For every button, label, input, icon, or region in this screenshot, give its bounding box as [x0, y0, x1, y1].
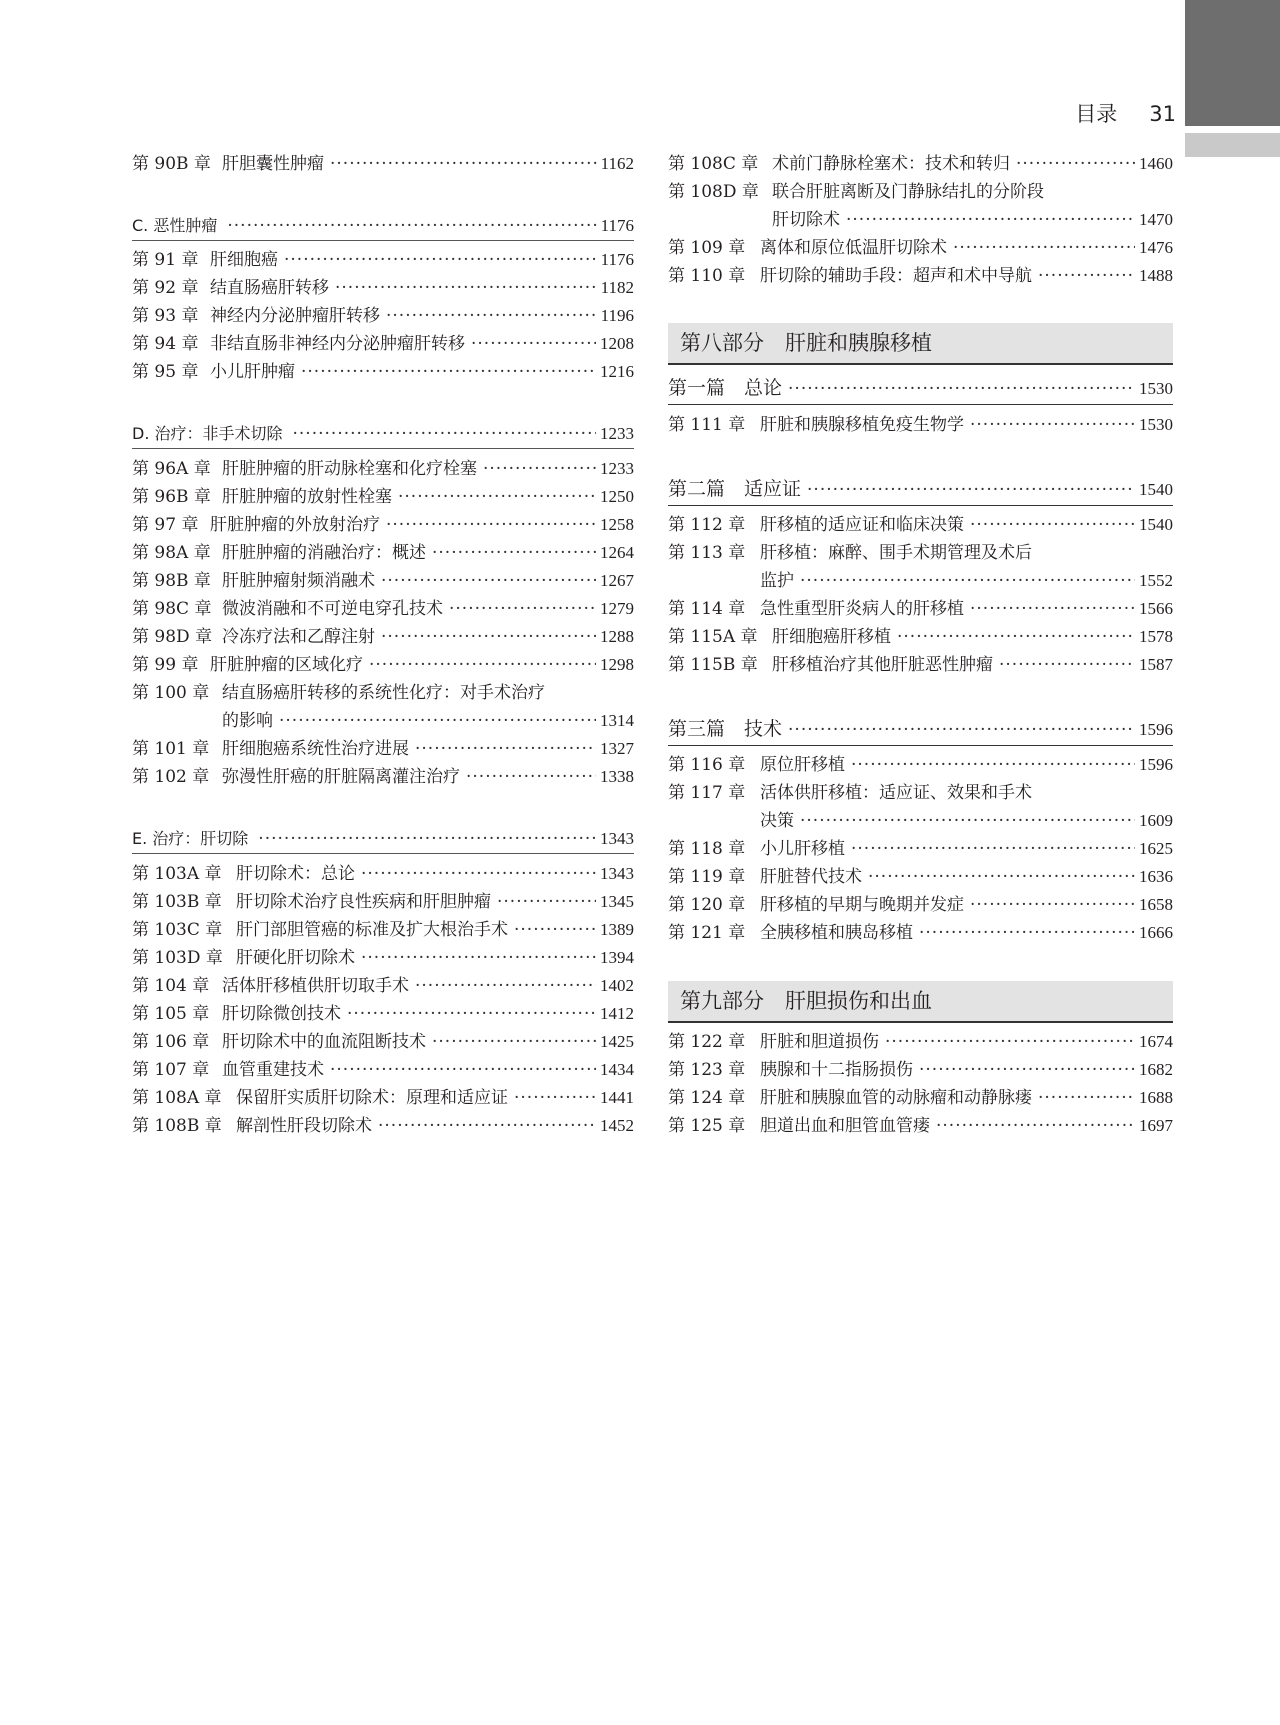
toc-entry[interactable]	[132, 763, 634, 791]
leader-dots	[398, 483, 596, 511]
toc-entry[interactable]	[132, 860, 634, 888]
section-heading-c[interactable]	[132, 212, 634, 241]
toc-entry[interactable]	[132, 246, 634, 274]
toc-entry[interactable]	[132, 679, 634, 735]
chapter-title: 肝门部胆管癌的标准及扩大根治手术	[236, 920, 508, 940]
chapter-title: 神经内分泌肿瘤肝转移	[210, 306, 380, 326]
leader-dots	[897, 623, 1135, 651]
toc-entry[interactable]	[132, 150, 634, 178]
chapter-title: 弥漫性肝癌的肝脏隔离灌注治疗	[222, 767, 460, 787]
leader-dots	[449, 595, 596, 623]
chapter-number: 第 97 章	[132, 515, 199, 535]
toc-entry[interactable]	[132, 888, 634, 916]
page-ref: 1596	[1139, 755, 1173, 774]
chapter-number: 第 108A 章	[132, 1088, 222, 1108]
chapter-title: 胰腺和十二指肠损伤	[760, 1060, 913, 1080]
chapter-number: 第 103A 章	[132, 864, 222, 884]
page-ref: 1298	[600, 655, 634, 674]
volume-heading-3[interactable]	[668, 714, 1173, 746]
chapter-title: 肝脏肿瘤射频消融术	[222, 571, 375, 591]
section-label: E. 治疗：肝切除	[132, 829, 249, 848]
chapter-number: 第 113 章	[668, 543, 746, 563]
chapter-title: 离体和原位低温肝切除术	[760, 238, 947, 258]
header-title: 目录	[1075, 102, 1118, 126]
chapter-title: 肝移植治疗其他肝脏恶性肿瘤	[772, 655, 993, 675]
chapter-title: 术前门静脉栓塞术：技术和转归	[772, 154, 1010, 174]
chapter-number: 第 120 章	[668, 895, 746, 915]
chapter-number: 第 103C 章	[132, 920, 223, 940]
chapter-number: 第 103D 章	[132, 948, 223, 968]
leader-dots	[800, 807, 1135, 835]
leader-dots	[851, 835, 1135, 863]
page-ref: 1258	[600, 515, 634, 534]
chapter-number: 第 96B 章	[132, 487, 211, 507]
chapter-number: 第 121 章	[668, 923, 746, 943]
toc-entry[interactable]	[132, 623, 634, 651]
leader-dots	[788, 374, 1135, 404]
chapter-number: 第 108D 章	[668, 182, 759, 202]
leader-dots	[279, 707, 596, 735]
chapter-number: 第 108C 章	[668, 154, 759, 174]
page-ref: 1338	[600, 767, 634, 786]
page-ref: 1476	[1139, 238, 1173, 257]
page-ref: 1288	[600, 627, 634, 646]
page-ref: 1688	[1139, 1088, 1173, 1107]
toc-entry[interactable]	[132, 358, 634, 386]
chapter-number: 第 102 章	[132, 767, 210, 787]
chapter-title-continued: 的影响	[222, 711, 273, 731]
toc-entry[interactable]	[668, 262, 1173, 290]
part-heading-9[interactable]	[668, 981, 1173, 1023]
chapter-number: 第 123 章	[668, 1060, 746, 1080]
chapter-number: 第 108B 章	[132, 1116, 222, 1136]
page-ref: 1425	[600, 1032, 634, 1051]
chapter-number: 第 116 章	[668, 755, 746, 775]
leader-dots	[1038, 262, 1135, 290]
volume-label: 第三篇 技术	[668, 718, 783, 740]
page-ref: 1470	[1139, 210, 1173, 229]
toc-entry[interactable]	[668, 411, 1173, 439]
leader-dots	[330, 150, 597, 178]
section-label: D. 治疗：非手术切除	[132, 424, 283, 443]
volume-heading-2[interactable]	[668, 474, 1173, 506]
chapter-title: 解剖性肝段切除术	[236, 1116, 372, 1136]
corner-tab-dark	[1185, 0, 1280, 126]
chapter-title: 肝脏和胰腺血管的动脉瘤和动静脉瘘	[760, 1088, 1032, 1108]
toc-entry[interactable]	[668, 234, 1173, 262]
page-ref: 1460	[1139, 154, 1173, 173]
chapter-title: 肝脏和胆道损伤	[760, 1032, 879, 1052]
page-ref: 1327	[600, 739, 634, 758]
toc-entry[interactable]	[132, 455, 634, 483]
toc-entry[interactable]	[132, 1028, 634, 1056]
leader-dots	[868, 863, 1135, 891]
toc-entry[interactable]	[668, 651, 1173, 679]
leader-dots	[381, 623, 596, 651]
toc-entry[interactable]	[132, 944, 634, 972]
leader-dots	[483, 455, 596, 483]
page-ref: 1609	[1139, 811, 1173, 830]
page-ref: 1552	[1139, 571, 1173, 590]
toc-entry[interactable]	[132, 567, 634, 595]
page-ref: 1394	[600, 948, 634, 967]
page-ref: 1636	[1139, 867, 1173, 886]
chapter-number: 第 99 章	[132, 655, 199, 675]
page-ref: 1625	[1139, 839, 1173, 858]
leader-dots	[330, 1056, 596, 1084]
toc-entry[interactable]	[668, 751, 1173, 779]
chapter-number: 第 114 章	[668, 599, 746, 619]
leader-dots	[432, 1028, 596, 1056]
toc-entry[interactable]	[668, 1112, 1173, 1140]
leader-dots	[361, 860, 596, 888]
page-ref: 1587	[1139, 655, 1173, 674]
chapter-title: 肝脏替代技术	[760, 867, 862, 887]
leader-dots	[301, 358, 596, 386]
chapter-number: 第 119 章	[668, 867, 746, 887]
page-ref: 1162	[600, 154, 634, 173]
leader-dots	[258, 825, 596, 853]
toc-entry[interactable]	[132, 483, 634, 511]
chapter-title: 小儿肝肿瘤	[210, 362, 295, 382]
page-ref: 1697	[1139, 1116, 1173, 1135]
corner-tab-light	[1185, 133, 1280, 157]
page-ref: 1216	[600, 362, 634, 381]
page-ref: 1540	[1139, 480, 1173, 499]
chapter-number: 第 90B 章	[132, 154, 211, 174]
leader-dots	[1038, 1084, 1135, 1112]
chapter-title: 肝切除术：总论	[236, 864, 355, 884]
chapter-title: 冷冻疗法和乙醇注射	[222, 627, 375, 647]
chapter-title-continued: 决策	[760, 811, 794, 831]
chapter-title: 微波消融和不可逆电穿孔技术	[222, 599, 443, 619]
leader-dots	[471, 330, 596, 358]
chapter-number: 第 104 章	[132, 976, 210, 996]
chapter-title: 肝硬化肝切除术	[236, 948, 355, 968]
toc-entry[interactable]	[668, 623, 1173, 651]
page-ref: 1345	[600, 892, 634, 911]
page-number: 31	[1149, 102, 1176, 126]
toc-entry[interactable]	[132, 916, 634, 944]
chapter-number: 第 105 章	[132, 1004, 210, 1024]
toc-entry[interactable]	[668, 1084, 1173, 1112]
page-ref: 1264	[600, 543, 634, 562]
leader-dots	[378, 1112, 596, 1140]
toc-entry[interactable]	[132, 1084, 634, 1112]
leader-dots	[999, 651, 1135, 679]
chapter-title: 肝移植：麻醉、围手术期管理及术后	[760, 543, 1032, 563]
chapter-title: 肝脏肿瘤的肝动脉栓塞和化疗栓塞	[222, 459, 477, 479]
chapter-title: 肝脏肿瘤的放射性栓塞	[222, 487, 392, 507]
leader-dots	[936, 1112, 1135, 1140]
chapter-number: 第 117 章	[668, 783, 746, 803]
toc-entry[interactable]	[668, 919, 1173, 947]
page-ref: 1176	[600, 250, 634, 269]
page-ref: 1658	[1139, 895, 1173, 914]
leader-dots	[293, 420, 597, 448]
chapter-title: 肝切除的辅助手段：超声和术中导航	[760, 266, 1032, 286]
chapter-title: 全胰移植和胰岛移植	[760, 923, 913, 943]
page-ref: 1233	[600, 459, 634, 478]
leader-dots	[851, 751, 1135, 779]
toc-entry[interactable]	[668, 511, 1173, 539]
chapter-title: 肝脏和胰腺移植免疫生物学	[760, 415, 964, 435]
chapter-title: 活体供肝移植：适应证、效果和手术	[760, 783, 1032, 803]
chapter-title: 肝切除术中的血流阻断技术	[222, 1032, 426, 1052]
chapter-number: 第 100 章	[132, 683, 210, 703]
page-ref: 1441	[600, 1088, 634, 1107]
chapter-number: 第 98A 章	[132, 543, 211, 563]
page-ref: 1666	[1139, 923, 1173, 942]
page-ref: 1182	[600, 278, 634, 297]
leader-dots	[788, 715, 1135, 745]
chapter-title: 肝细胞癌	[210, 250, 278, 270]
chapter-title: 血管重建技术	[222, 1060, 324, 1080]
chapter-number: 第 94 章	[132, 334, 199, 354]
chapter-number: 第 115A 章	[668, 627, 758, 647]
leader-dots	[369, 651, 596, 679]
page-ref: 1452	[600, 1116, 634, 1135]
volume-label: 第一篇 总论	[668, 377, 783, 399]
toc-entry[interactable]	[132, 595, 634, 623]
chapter-title: 肝脏肿瘤的消融治疗：概述	[222, 543, 426, 563]
section-heading-d[interactable]	[132, 420, 634, 449]
toc-entry[interactable]	[132, 1112, 634, 1140]
chapter-number: 第 106 章	[132, 1032, 210, 1052]
chapter-title: 保留肝实质肝切除术：原理和适应证	[236, 1088, 508, 1108]
page-ref: 1540	[1139, 515, 1173, 534]
leader-dots	[432, 539, 596, 567]
page-ref: 1208	[600, 334, 634, 353]
leader-dots	[514, 1084, 596, 1112]
leader-dots	[800, 567, 1135, 595]
leader-dots	[284, 246, 597, 274]
volume-label: 第二篇 适应证	[668, 478, 802, 500]
toc-entry[interactable]	[668, 150, 1173, 178]
chapter-number: 第 111 章	[668, 415, 746, 435]
chapter-number: 第 98C 章	[132, 599, 212, 619]
chapter-number: 第 98D 章	[132, 627, 213, 647]
chapter-title: 结直肠癌肝转移的系统性化疗：对手术治疗	[222, 683, 545, 703]
toc-entry[interactable]	[132, 330, 634, 358]
section-heading-e[interactable]	[132, 825, 634, 854]
toc-entry[interactable]	[668, 595, 1173, 623]
page-ref: 1596	[1139, 720, 1173, 739]
toc-entry[interactable]	[132, 539, 634, 567]
part-title: 第九部分 肝胆损伤和出血	[680, 989, 932, 1013]
chapter-title: 肝移植的早期与晚期并发症	[760, 895, 964, 915]
chapter-title: 肝脏肿瘤的区域化疗	[210, 655, 363, 675]
chapter-number: 第 109 章	[668, 238, 746, 258]
chapter-number: 第 98B 章	[132, 571, 211, 591]
page-ref: 1196	[600, 306, 634, 325]
toc-entry[interactable]	[668, 835, 1173, 863]
chapter-title: 肝移植的适应证和临床决策	[760, 515, 964, 535]
chapter-number: 第 124 章	[668, 1088, 746, 1108]
page-ref: 1674	[1139, 1032, 1173, 1051]
chapter-number: 第 101 章	[132, 739, 210, 759]
page-ref: 1530	[1139, 415, 1173, 434]
chapter-title: 联合肝脏离断及门静脉结扎的分阶段	[772, 182, 1044, 202]
chapter-title: 活体肝移植供肝切取手术	[222, 976, 409, 996]
leader-dots	[846, 206, 1135, 234]
chapter-number: 第 96A 章	[132, 459, 211, 479]
chapter-number: 第 103B 章	[132, 892, 222, 912]
chapter-number: 第 122 章	[668, 1032, 746, 1052]
leader-dots	[381, 567, 596, 595]
chapter-title-continued: 肝切除术	[772, 210, 840, 230]
leader-dots	[953, 234, 1135, 262]
chapter-title: 肝胆囊性肿瘤	[222, 154, 324, 174]
toc-entry[interactable]	[668, 1056, 1173, 1084]
toc-entry[interactable]	[132, 1056, 634, 1084]
leader-dots	[514, 916, 596, 944]
chapter-number: 第 125 章	[668, 1116, 746, 1136]
chapter-title: 肝切除术治疗良性疾病和肝胆肿瘤	[236, 892, 491, 912]
page-ref: 1389	[600, 920, 634, 939]
page-ref: 1434	[600, 1060, 634, 1079]
page-ref: 1233	[600, 424, 634, 443]
chapter-title: 肝细胞癌肝移植	[772, 627, 891, 647]
toc-entry[interactable]	[132, 735, 634, 763]
leader-dots	[335, 274, 597, 302]
toc-entry[interactable]	[132, 651, 634, 679]
toc-entry[interactable]	[132, 511, 634, 539]
leader-dots	[497, 888, 596, 916]
toc-entry[interactable]	[668, 779, 1173, 835]
chapter-number: 第 107 章	[132, 1060, 210, 1080]
leader-dots	[347, 1000, 596, 1028]
leader-dots	[970, 595, 1135, 623]
toc-entry[interactable]	[668, 539, 1173, 595]
toc-entry[interactable]	[668, 863, 1173, 891]
chapter-number: 第 115B 章	[668, 655, 758, 675]
toc-entry[interactable]	[132, 302, 634, 330]
toc-entry[interactable]	[668, 891, 1173, 919]
leader-dots	[1016, 150, 1135, 178]
chapter-number: 第 95 章	[132, 362, 199, 382]
chapter-title-continued: 监护	[760, 571, 794, 591]
page-ref: 1578	[1139, 627, 1173, 646]
toc-entry[interactable]	[132, 1000, 634, 1028]
chapter-number: 第 112 章	[668, 515, 746, 535]
leader-dots	[466, 763, 596, 791]
leader-dots	[970, 511, 1135, 539]
toc-entry[interactable]	[132, 274, 634, 302]
leader-dots	[415, 972, 596, 1000]
leader-dots	[919, 919, 1135, 947]
page-ref: 1412	[600, 1004, 634, 1023]
chapter-title: 肝脏肿瘤的外放射治疗	[210, 515, 380, 535]
toc-entry[interactable]	[668, 1028, 1173, 1056]
leader-dots	[970, 411, 1135, 439]
page-ref: 1682	[1139, 1060, 1173, 1079]
leader-dots	[386, 302, 597, 330]
page-ref: 1250	[600, 487, 634, 506]
leader-dots	[415, 735, 596, 763]
chapter-title: 非结直肠非神经内分泌肿瘤肝转移	[210, 334, 465, 354]
section-label: C. 恶性肿瘤	[132, 216, 218, 235]
page-ref: 1530	[1139, 379, 1173, 398]
leader-dots	[919, 1056, 1135, 1084]
leader-dots	[807, 475, 1135, 505]
chapter-title: 胆道出血和胆管血管瘘	[760, 1116, 930, 1136]
part-heading-8[interactable]	[668, 323, 1173, 365]
part-title: 第八部分 肝脏和胰腺移植	[680, 331, 932, 355]
chapter-number: 第 118 章	[668, 839, 746, 859]
page-ref: 1402	[600, 976, 634, 995]
running-header	[1075, 98, 1176, 128]
page-ref: 1343	[600, 864, 634, 883]
page-ref: 1488	[1139, 266, 1173, 285]
chapter-number: 第 110 章	[668, 266, 746, 286]
leader-dots	[885, 1028, 1135, 1056]
toc-entry[interactable]	[668, 178, 1173, 234]
chapter-title: 肝切除微创技术	[222, 1004, 341, 1024]
page-ref: 1279	[600, 599, 634, 618]
leader-dots	[227, 212, 596, 240]
toc-entry[interactable]	[132, 972, 634, 1000]
chapter-title: 肝细胞癌系统性治疗进展	[222, 739, 409, 759]
volume-heading-1[interactable]	[668, 373, 1173, 405]
chapter-title: 结直肠癌肝转移	[210, 278, 329, 298]
leader-dots	[386, 511, 596, 539]
page-ref: 1314	[600, 711, 634, 730]
chapter-title: 小儿肝移植	[760, 839, 845, 859]
page-ref: 1566	[1139, 599, 1173, 618]
chapter-title: 急性重型肝炎病人的肝移植	[760, 599, 964, 619]
page-ref: 1343	[600, 829, 634, 848]
leader-dots	[970, 891, 1135, 919]
chapter-number: 第 92 章	[132, 278, 199, 298]
page-ref: 1267	[600, 571, 634, 590]
chapter-title: 原位肝移植	[760, 755, 845, 775]
chapter-number: 第 91 章	[132, 250, 199, 270]
page-ref: 1176	[600, 216, 634, 235]
chapter-number: 第 93 章	[132, 306, 199, 326]
leader-dots	[361, 944, 596, 972]
